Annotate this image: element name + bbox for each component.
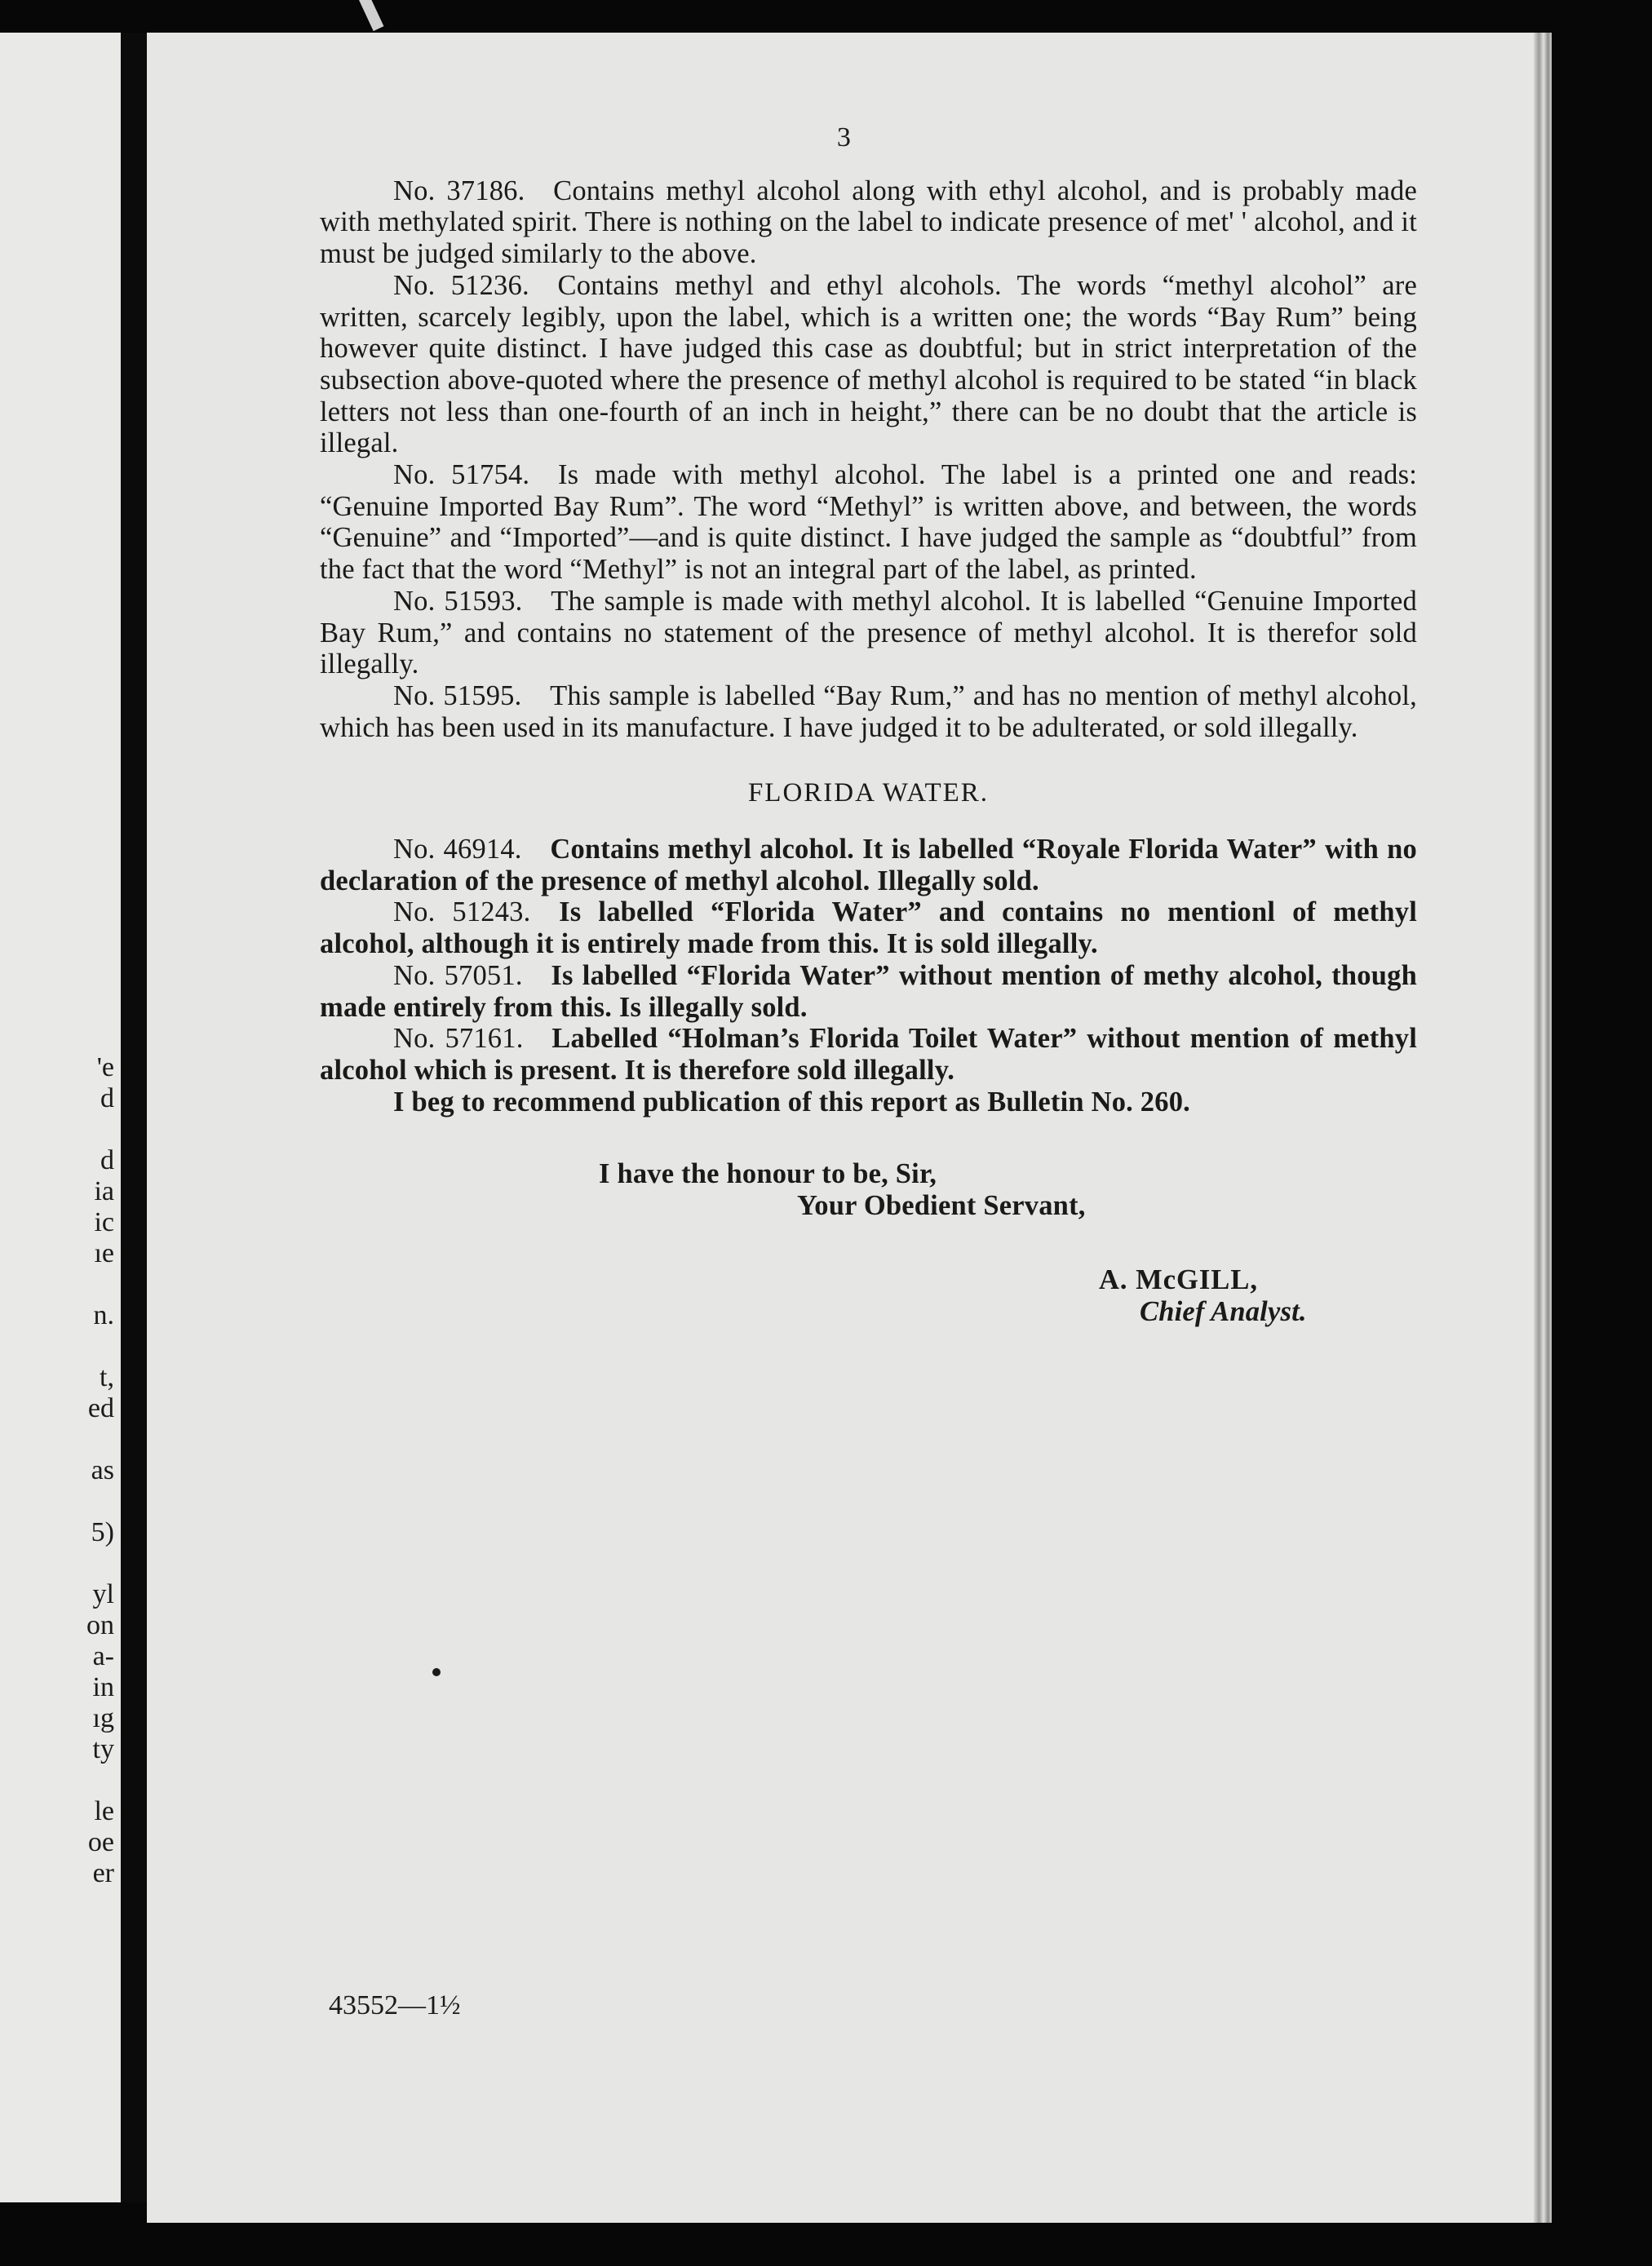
section-heading: FLORIDA WATER. xyxy=(747,778,990,808)
entry-paragraph xyxy=(320,586,1417,680)
entry-paragraph xyxy=(320,834,1417,896)
sample-number: No. 51754. xyxy=(393,459,530,491)
adjacent-page-fragment: ıg xyxy=(92,1703,114,1733)
entry-paragraph xyxy=(320,896,1417,959)
entry-paragraph xyxy=(320,270,1417,459)
adjacent-page xyxy=(0,33,121,2202)
entry-text: The sample is made with methyl alcohol. It is labelled “Genuine Imported Bay Rum,” and contains no statement of the presence of methyl alcohol. It is therefor sold illegally. xyxy=(320,585,1418,680)
adjacent-page-text xyxy=(0,1052,114,1889)
adjacent-page-fragment: ia xyxy=(94,1176,114,1206)
adjacent-page-fragment: oe xyxy=(87,1827,114,1857)
page-edge xyxy=(1534,33,1552,2223)
adjacent-page-fragment: as xyxy=(91,1455,114,1485)
entry-text: Labelled “Holman’s Florida Toilet Water” without mention of methyl alcohol which is present. It is therefore sold illegally. xyxy=(320,1023,1417,1086)
closing-salutation: I have the honour to be, Sir, xyxy=(599,1158,937,1190)
adjacent-page-fragment: er xyxy=(92,1858,114,1888)
adjacent-page-fragment: n. xyxy=(93,1300,114,1330)
adjacent-page-fragment: 5) xyxy=(91,1517,114,1547)
ink-dot xyxy=(432,1668,441,1676)
adjacent-page-fragment: t, xyxy=(100,1362,114,1392)
sample-number: No. 51593. xyxy=(393,585,523,617)
adjacent-page-fragment xyxy=(0,1765,114,1796)
adjacent-page-fragment: d xyxy=(100,1145,114,1175)
entry-text: Contains methyl alcohol along with ethyl alcohol, and is probably made with methylated spirit. There is nothing on the label to indicate presence of met' ' alcohol, and it must be judged similarly to the above. xyxy=(320,175,1417,270)
adjacent-page-fragment xyxy=(0,1269,114,1300)
entry-text: Is labelled “Florida Water” and contains no mentionl of methyl alcohol, although it is entirely made from this. It is sold illegally. xyxy=(320,896,1417,960)
entry-paragraph xyxy=(320,175,1417,270)
adjacent-page-fragment: le xyxy=(94,1796,114,1826)
entry-text: Contains methyl alcohol. It is labelled “Royale Florida Water” with no declaration of the presence of methyl alcohol. Illegally sold. xyxy=(320,834,1417,896)
bay-rum-section xyxy=(320,175,1417,744)
sample-number: No. 51595. xyxy=(393,679,522,711)
adjacent-page-fragment: in xyxy=(92,1672,114,1702)
adjacent-page-fragment xyxy=(0,1424,114,1455)
adjacent-page-fragment: ed xyxy=(87,1393,114,1423)
entry-text: This sample is labelled “Bay Rum,” and has no mention of methyl alcohol, which has been used in its manufacture. I have judged it to be adulterated, or sold illegally. xyxy=(320,679,1417,743)
signature-block xyxy=(320,1264,1417,1327)
entry-text: I beg to recommend publication of this report as Bulletin No. 260. xyxy=(393,1086,1190,1118)
florida-water-section xyxy=(320,834,1417,1118)
entry-text: Is labelled “Florida Water” without mention of methy alcohol, though made entirely from this. Is illegally sold. xyxy=(320,959,1417,1023)
adjacent-page-fragment: ıe xyxy=(94,1238,114,1268)
adjacent-page-fragment: 'e xyxy=(96,1052,114,1082)
adjacent-page-fragment: d xyxy=(100,1083,114,1113)
footer-code: 43552—1½ xyxy=(329,1990,461,2020)
entry-text: Is made with methyl alcohol. The label is a printed one and reads: “Genuine Imported Bay Rum”. The word “Methyl” is written above, and between, the words “Genuine” and “Imported”—and is quite distinct. I have judged the sample as “doubtful” from the fact that the word “Methyl” is not an integral part of the label, as printed. xyxy=(320,459,1417,586)
entry-paragraph xyxy=(320,1087,1417,1118)
adjacent-page-fragment: yl xyxy=(92,1579,114,1609)
adjacent-page-fragment: ty xyxy=(92,1734,114,1764)
closing-servant: Your Obedient Servant, xyxy=(797,1190,1086,1222)
entry-paragraph xyxy=(320,680,1417,743)
entry-paragraph xyxy=(320,960,1417,1023)
sample-number: No. 57161. xyxy=(393,1023,524,1055)
entry-paragraph xyxy=(320,1023,1417,1086)
book-spine xyxy=(121,33,147,2202)
sample-number: No. 51243. xyxy=(393,896,531,928)
signatory-title: Chief Analyst. xyxy=(1140,1295,1307,1327)
page-number: 3 xyxy=(836,122,852,153)
adjacent-page-fragment: ic xyxy=(94,1207,114,1237)
sample-number: No. 51236. xyxy=(393,269,529,301)
entry-paragraph xyxy=(320,459,1417,586)
sample-number: No. 37186. xyxy=(393,175,525,206)
adjacent-page-fragment: a- xyxy=(92,1641,114,1671)
adjacent-page-fragment xyxy=(0,1114,114,1145)
entry-text: Contains methyl and ethyl alcohols. The words “methyl alcohol” are written, scarcely legibly, upon the label, which is a written one; the words “Bay Rum” being however quite distinct. I have judged this case as doubtful; but in strict interpretation of the subsection above-quoted where the presence of methyl alcohol is required to be stated “in black letters not less than one-fourth of an inch in height,” there can be no doubt that the article is illegal. xyxy=(320,269,1417,459)
adjacent-page-fragment xyxy=(0,1548,114,1579)
page-content xyxy=(320,122,1417,1327)
closing xyxy=(320,1158,1417,1221)
sample-number: No. 46914. xyxy=(393,834,522,865)
adjacent-page-fragment: on xyxy=(86,1610,114,1640)
signatory-name: A. McGILL, xyxy=(1099,1264,1258,1295)
sample-number: No. 57051. xyxy=(393,959,523,991)
adjacent-page-fragment xyxy=(0,1331,114,1362)
adjacent-page-fragment xyxy=(0,1486,114,1517)
